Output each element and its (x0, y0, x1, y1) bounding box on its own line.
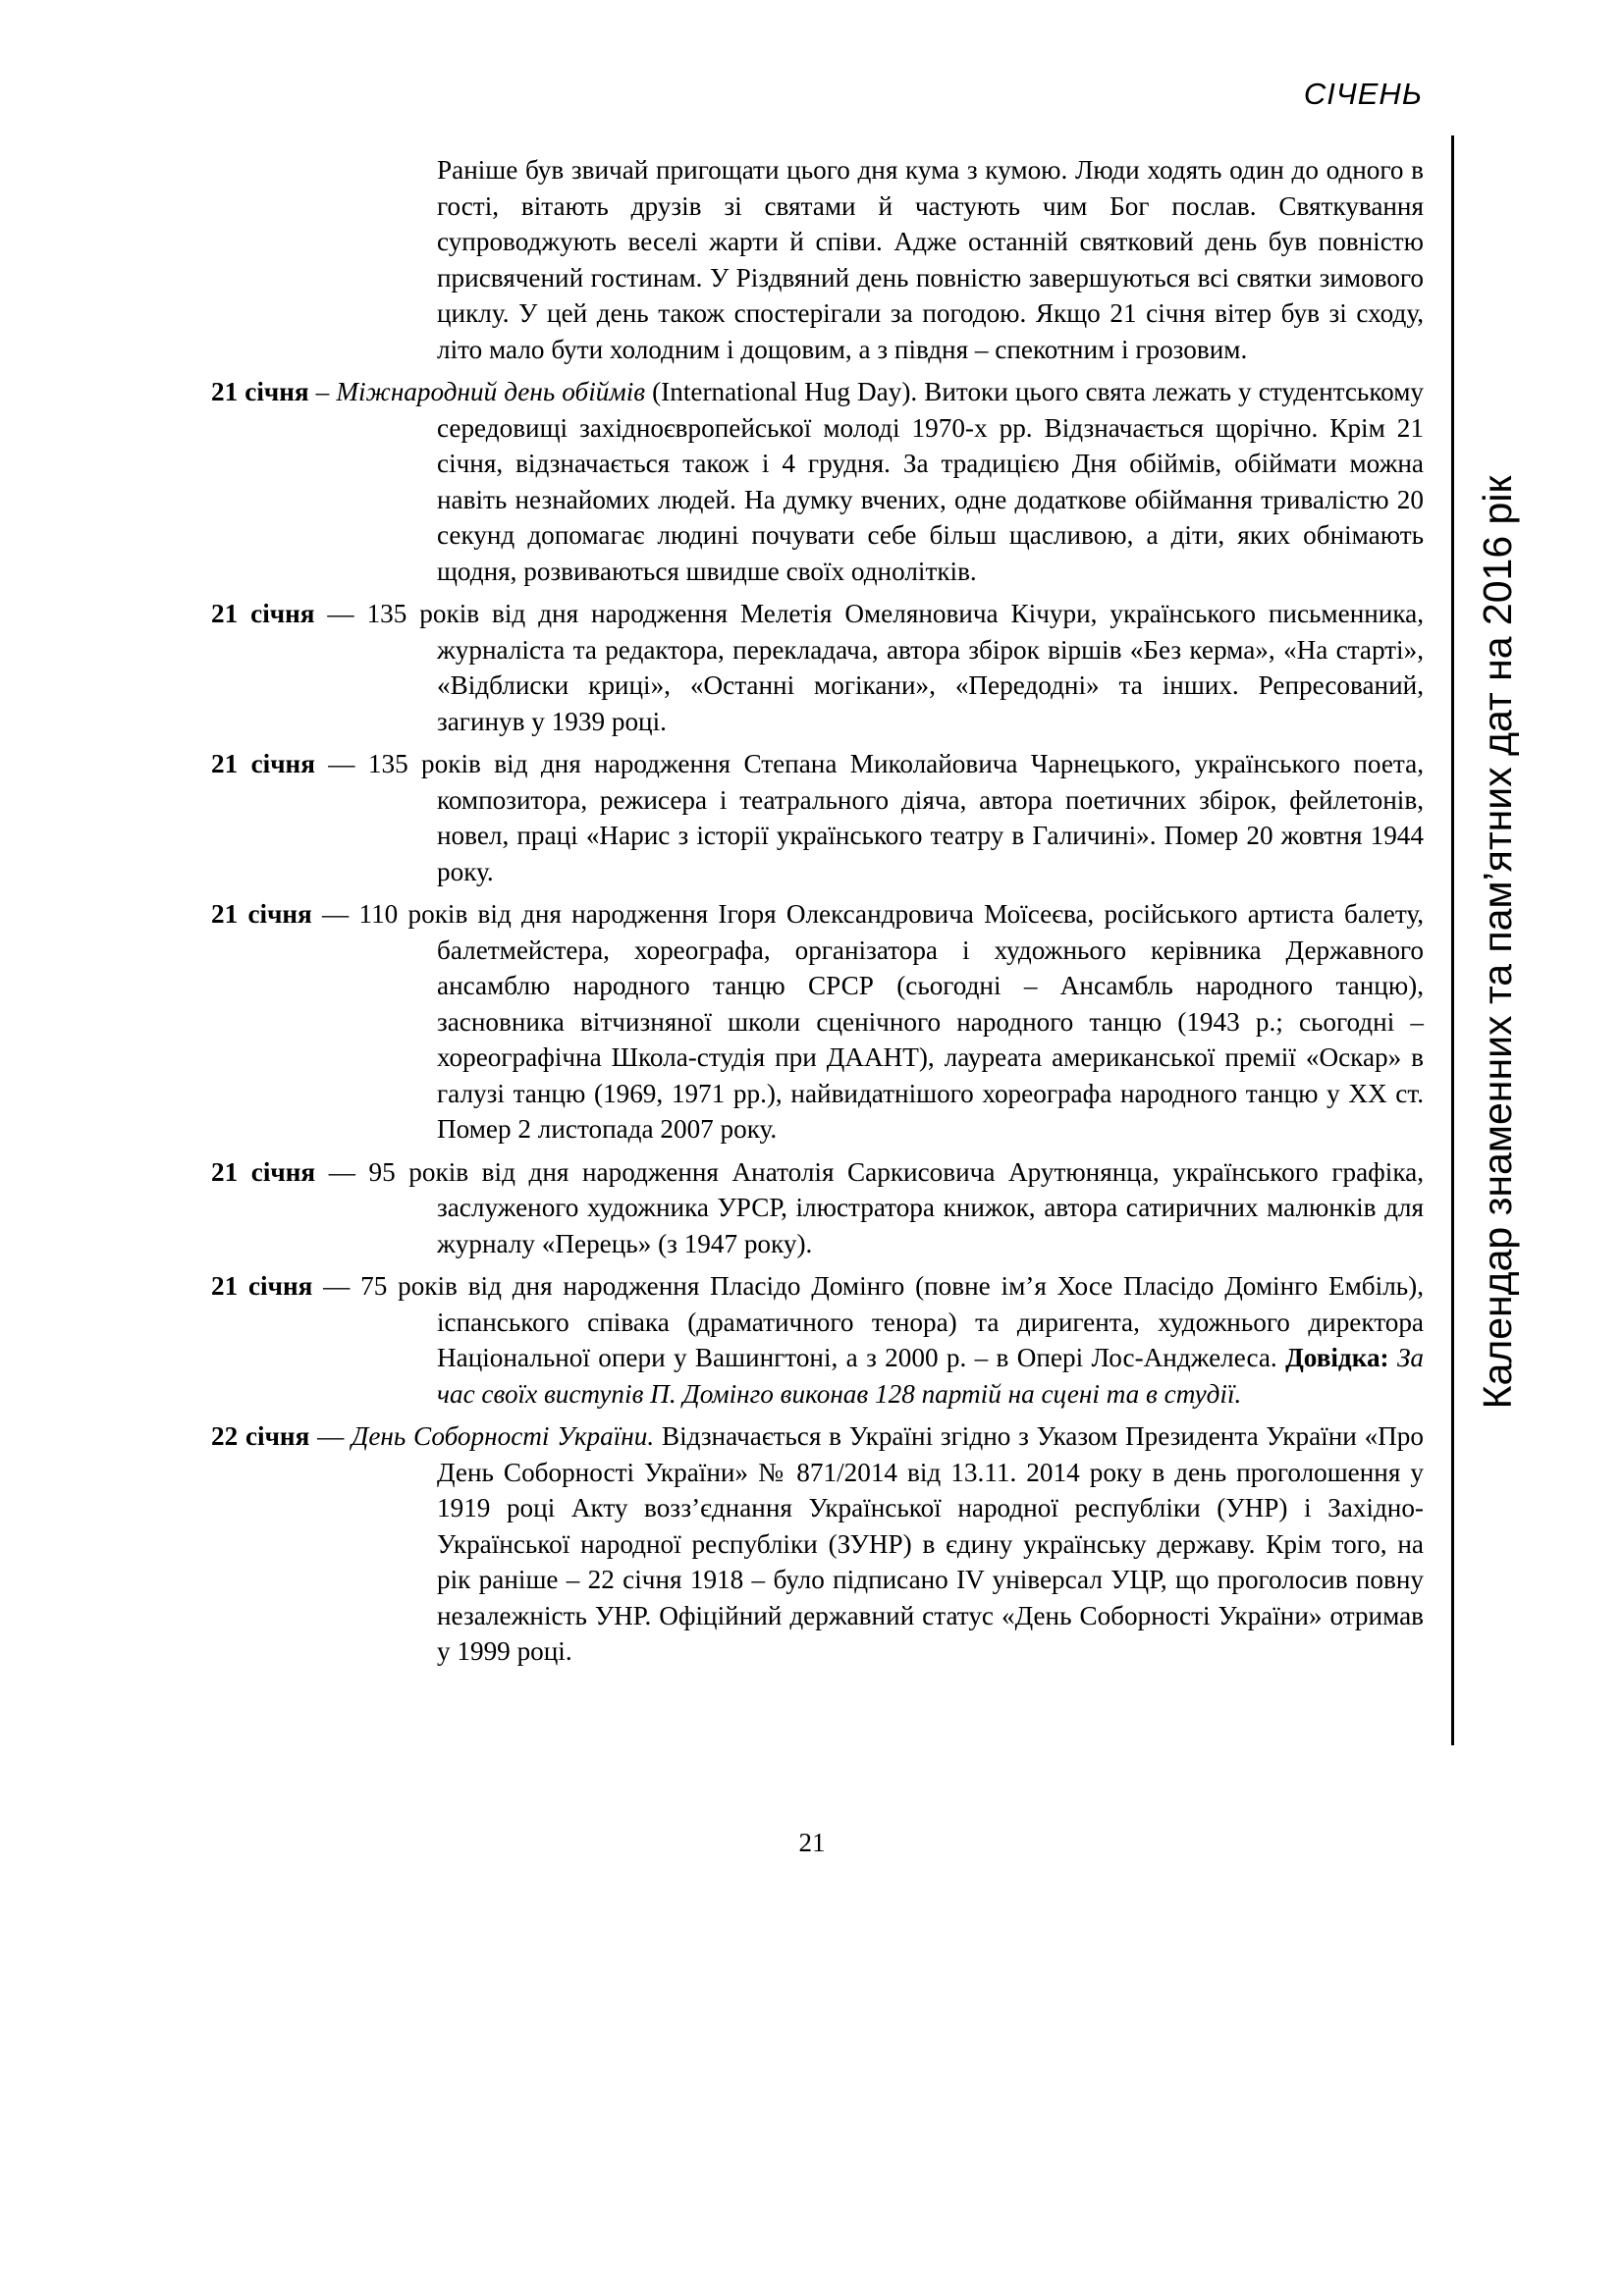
entry-arutiuniants (211, 1154, 1424, 1262)
note-label: Довідка: (1285, 1343, 1389, 1372)
entry-text: 135 років від дня народження Степана Миколайовича Чарнецького, українського поета, композитора, режисера і театрального діяча, автора поетичних збірок, фейлетонів, новел, праці «Нарис з історії українського театру в Галичині». Помер 20 жовтня 1944 року. (367, 749, 1424, 886)
entry-text: Відзначається в Україні згідно з Указом Президента України «Про День Соборності України» № 871/2014 від 13.11. 2014 року в день проголошення у 1919 році Акту возз’єднання Української народної республіки (УНР) і Західно-Української народної республіки (ЗУНР) в єдину українську державу. Крім того, на рік раніше – 22 січня 1918 – було підписано IV універсал УЦР, що проголосив повну незалежність УНР. Офіційний державний статус «День Соборності України» отримав у 1999 році. (437, 1421, 1424, 1666)
entry-separator: — (311, 899, 359, 929)
entry-title: Міжнародний день обіймів (336, 377, 646, 406)
entry-charnetskyi (211, 746, 1424, 889)
entry-text: 135 років від дня народження Мелетія Омеляновича Кічури, українського письменника, журналіста та редактора, перекладача, автора збірок віршів «Без керма», «На старті», «Відблиски криці», «Останні могікани», «Передодні» та інших. Репресований, загинув у 1939 році. (366, 599, 1425, 736)
entry-date: 21 січня (211, 599, 315, 628)
page-number: 21 (798, 1828, 826, 1857)
entry-separator: — (312, 1271, 361, 1301)
sidebar-vertical-title: Календар знаменних та пам’ятних дат на 2016 рік (1475, 475, 1520, 1410)
entry-date: 21 січня (211, 899, 312, 929)
entry-unity-day (211, 1418, 1424, 1670)
entry-text: 110 років від дня народження Ігоря Олександровича Моїсеєва, російського артиста балету, балетмейстера, хореографа, організатора і художнього керівника Державного ансамблю народного танцю СРСР (сьогодні – Ансамбль народного танцю), засновника вітчизняної школи сценічного народного танцю (1943 р.; сьогодні – хореографічна Школа-студія при ДААНТ), лауреата американської премії «Оскар» в галузі танцю (1969, 1971 рр.), найвидатнішого хореографа народного танцю у XX ст. Помер 2 листопада 2007 року. (358, 899, 1425, 1144)
sidebar-rule (1451, 135, 1454, 1745)
entry-text: 75 років від дня народження Пласідо Домінго (повне ім’я Хосе Пласідо Домінго Ембіль), іспанського співака (драматичного тенора) та диригента, художнього директора Національної опери у Вашингтоні, а з 2000 р. – в Опері Лос-Анджелеса. (360, 1271, 1425, 1372)
intro-paragraph: Раніше був звичай пригощати цього дня кума з кумою. Люди ходять один до одного в гості, вітають друзів зі святами й частують чим Бог послав. Святкування супроводжують веселі жарти й співи. Адже останній святковий день був повністю присвячений гостинам. У Різдвяний день повністю завершуються всі святки зимового циклу. У цей день також спостерігали за погодою. Якщо 21 січня вітер був зі сходу, літо мало бути холодним і дощовим, а з півдня – спекотним і грозовим. (437, 155, 1424, 364)
entry-text: 95 років від дня народження Анатолія Саркисовича Арутюнянца, українського графіка, заслуженого художника УРСР, ілюстратора книжок, автора сатиричних малюнків для журналу «Перець» (з 1947 року). (368, 1156, 1425, 1258)
entry-title: День Соборності України. (352, 1421, 655, 1451)
entry-text: (International Hug Day). Витоки цього свята лежать у студентському середовищі західноєвропейської молоді 1970-х рр. Відзначається щорічно. Крім 21 січня, відзначається також і 4 грудня. За традицією Дня обіймів, обіймати можна навіть незнайомих людей. На думку вчених, одне додаткове обіймання тривалістю 20 секунд допомагає людині почувати себе більш щасливою, а діти, яких обнімають щодня, розвиваються швидше своїх однолітків. (437, 377, 1425, 586)
entry-separator: — (315, 1156, 369, 1187)
entry-date: 22 січня (211, 1421, 310, 1451)
entry-separator: – (308, 377, 337, 406)
entry-hug-day (211, 374, 1424, 589)
entry-date: 21 січня (211, 377, 309, 406)
entry-domingo (211, 1268, 1424, 1412)
entry-separator: — (314, 749, 368, 778)
entry-separator: — (309, 1421, 352, 1451)
entry-date: 21 січня (211, 1156, 316, 1187)
entry-separator: — (314, 599, 367, 628)
entry-kichura (211, 596, 1424, 739)
entry-date: 21 січня (211, 749, 315, 778)
entry-date: 21 січня (211, 1271, 313, 1301)
page-body (211, 152, 1424, 1677)
note-text: За час своїх виступів П. Домінго виконав 128 партій на сцені та в студії. (437, 1343, 1424, 1409)
running-title: СІЧЕНЬ (1303, 77, 1423, 111)
entry-moiseiev (211, 896, 1424, 1148)
